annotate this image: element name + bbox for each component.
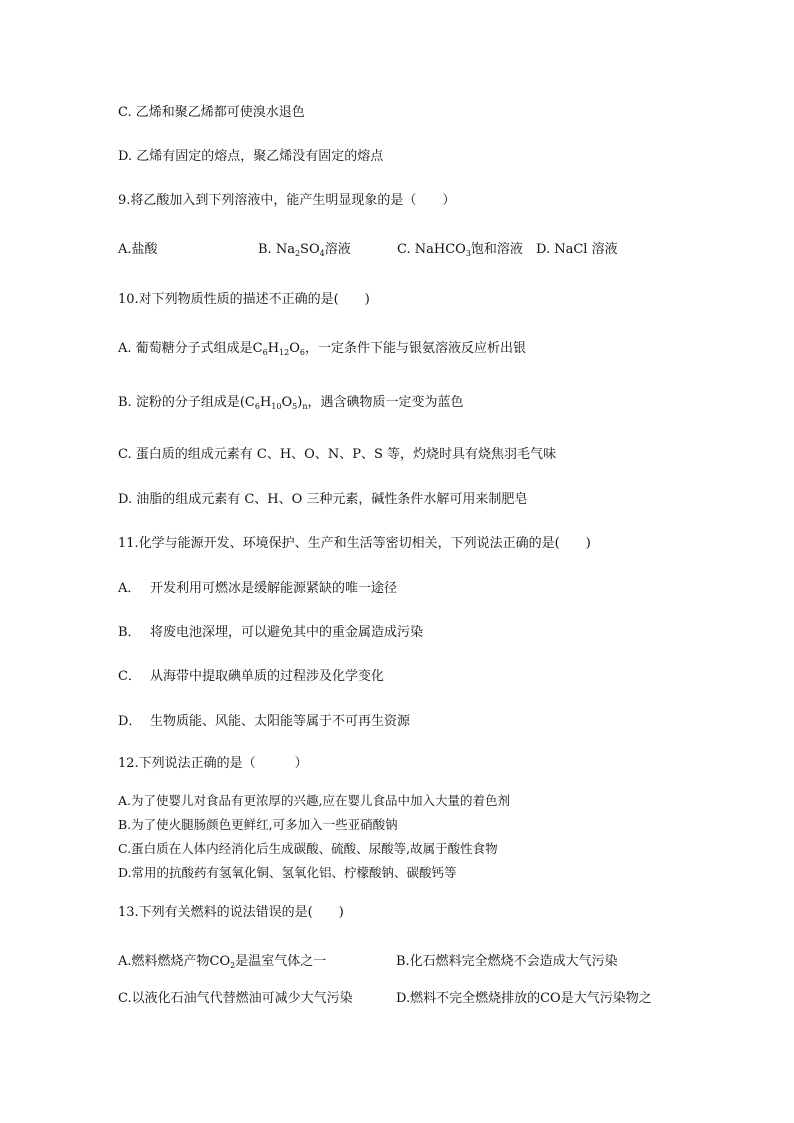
q11-option-b: B． 将废电池深埋，可以避免其中的重金属造成污染 — [118, 625, 424, 640]
q11-option-a: A． 开发利用可燃冰是缓解能源紧缺的唯一途径 — [118, 581, 398, 596]
q10-option-d: D. 油脂的组成元素有 C、H、O 三种元素，碱性条件水解可用来制肥皂 — [118, 492, 528, 507]
q11-option-d: D． 生物质能、风能、太阳能等属于不可再生资源 — [118, 714, 411, 729]
q11-c-label: C． — [118, 669, 141, 684]
q11-d-label: D． — [118, 714, 142, 729]
q11-a-label: A． — [118, 581, 141, 596]
q10-option-a: A. 葡萄糖分子式组成是$C_6H_{12}O_6$，一定条件下能与银氨溶液反应析出银 — [118, 341, 527, 357]
q9-option-c: C. NaHCO$_3$饱和溶液 — [397, 242, 523, 258]
q9-stem: 9.将乙酸加入到下列溶液中，能产生明显现象的是（ ） — [118, 193, 456, 208]
q13-stem: 13.下列有关燃料的说法错误的是( ) — [118, 905, 344, 920]
q13-option-a: A.燃料燃烧产物$CO_2$是温室气体之一 — [118, 954, 327, 970]
q12-option-c: C.蛋白质在人体内经消化后生成碳酸、硫酸、尿酸等,故属于酸性食物 — [118, 841, 498, 856]
q13-option-b: B.化石燃料完全燃烧不会造成大气污染 — [396, 954, 618, 969]
q9-option-a: A.盐酸 — [118, 242, 158, 257]
q10-option-b: B. 淀粉的分子组成是$(C_6H_{10}O_5)_n$，遇含碘物质一定变为蓝色 — [118, 395, 464, 411]
q11-stem: 11.化学与能源开发、环境保护、生产和生活等密切相关，下列说法正确的是( ) — [118, 536, 591, 551]
q12-stem: 12.下列说法正确的是（ ） — [118, 756, 308, 771]
q12-option-b: B.为了使火腿肠颜色更鲜红,可多加入一些亚硝酸钠 — [118, 817, 398, 832]
q9-option-b: B. $Na_2SO_4$溶液 — [258, 242, 351, 258]
q8-option-d: D. 乙烯有固定的熔点，聚乙烯没有固定的熔点 — [118, 149, 384, 164]
q10-option-c: C. 蛋白质的组成元素有 C、H、O、N、P、S 等，灼烧时具有烧焦羽毛气味 — [118, 447, 556, 462]
q13-option-d: D.燃料不完全燃烧排放的CO是大气污染物之 — [396, 991, 652, 1006]
q10-stem: 10.对下列物质性质的描述不正确的是( ) — [118, 292, 370, 307]
q12-option-d: D.常用的抗酸药有氢氧化铜、氢氧化铝、柠檬酸钠、碳酸钙等 — [118, 865, 457, 880]
q11-b-label: B． — [118, 625, 141, 640]
q9-option-d: D. NaCl 溶液 — [536, 242, 618, 257]
q11-option-c: C． 从海带中提取碘单质的过程涉及化学变化 — [118, 669, 385, 684]
q8-option-c: C. 乙烯和聚乙烯都可使溴水退色 — [118, 105, 305, 120]
q13-option-c: C.以液化石油气代替燃油可减少大气污染 — [118, 991, 353, 1006]
q12-option-a: A.为了使婴儿对食品有更浓厚的兴趣,应在婴儿食品中加入大量的着色剂 — [118, 793, 510, 808]
